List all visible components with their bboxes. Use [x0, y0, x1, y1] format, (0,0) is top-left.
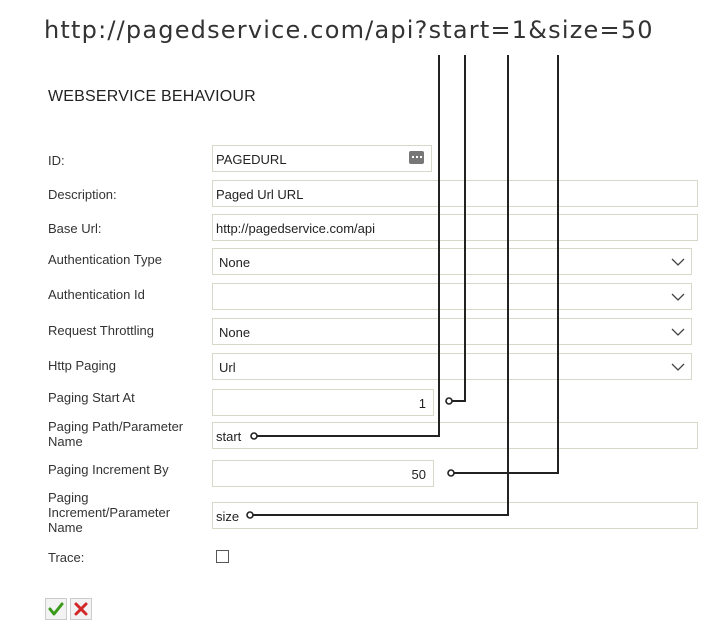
http-paging-label: Http Paging	[48, 358, 116, 373]
base-url-label: Base Url:	[48, 221, 102, 236]
callout-size-param-dot	[247, 512, 253, 518]
callout-size-value-dot	[448, 470, 454, 476]
authentication-id-label: Authentication Id	[48, 287, 145, 302]
paging-increment-by-label: Paging Increment By	[48, 462, 169, 477]
callout-size-param-line	[253, 55, 508, 515]
callout-start-value-line	[452, 55, 465, 401]
paging-increment-parameter-label-line3: Name	[48, 520, 83, 535]
authentication-type-value: None	[219, 255, 251, 270]
paging-start-at-label: Paging Start At	[48, 390, 135, 405]
callout-start-param-line	[257, 55, 439, 436]
section-title: WEBSERVICE BEHAVIOUR	[48, 88, 256, 105]
description-label: Description:	[48, 187, 117, 202]
id-value: PAGEDURL	[216, 152, 287, 167]
description-value: Paged Url URL	[216, 187, 304, 202]
paging-path-parameter-value: start	[216, 429, 242, 444]
paging-path-parameter-label-line1: Paging Path/Parameter	[48, 419, 184, 434]
paging-increment-by-value: 50	[411, 467, 426, 482]
trace-label: Trace:	[48, 550, 85, 565]
callout-size-value-line	[454, 55, 558, 473]
authentication-type-label: Authentication Type	[48, 252, 162, 267]
base-url-value: http://pagedservice.com/api	[216, 221, 375, 236]
url-banner: http://pagedservice.com/api?start=1&size=50	[44, 16, 654, 44]
callout-start-param-dot	[251, 433, 257, 439]
id-label: ID:	[48, 153, 65, 168]
http-paging-value: Url	[219, 360, 236, 375]
request-throttling-label: Request Throttling	[48, 323, 154, 338]
paging-increment-parameter-label-line2: Increment/Parameter	[48, 505, 171, 520]
callout-start-value-dot	[446, 398, 452, 404]
request-throttling-value: None	[219, 325, 251, 340]
paging-path-parameter-label-line2: Name	[48, 434, 83, 449]
paging-increment-parameter-value: size	[216, 509, 240, 524]
paging-increment-parameter-label-line1: Paging	[48, 490, 89, 505]
paging-start-at-value: 1	[418, 396, 426, 411]
